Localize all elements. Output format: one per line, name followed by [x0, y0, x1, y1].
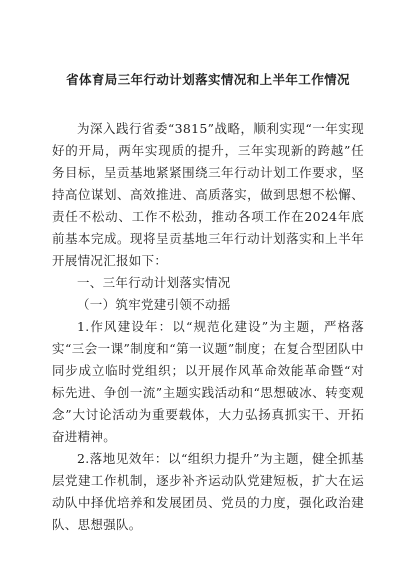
subsection-heading: （一）筑牢党建引领不动摇: [77, 297, 231, 312]
list-item-1: 1.作风建设年：以“规范化建设”为主题，严格落实“三会一课”制度和“第一议题”制度；在复合型团队中同步成立临时党组织；以开展作风革命效能革命暨“对标先进、争创一流”主题实践活动和“思想破冰、转变观念”大讨论活动为重要载体，大力弘扬真抓实干、开拓奋进精神。: [52, 319, 364, 444]
intro-paragraph: 为深入践行省委“3815”战略，顺利实现“一年实现好的开局，两年实现质的提升，三年实现新的跨越”任务目标，呈贡基地紧紧围绕三年行动计划工作要求，坚持高位谋划、高效推进、高质落实，做到思想不松懈、责任不松动、工作不松劲，推动各项工作在2024年底前基本完成。现将呈贡基地三年行动计划落实和上半年开展情况汇报如下：: [52, 121, 364, 268]
list-item-2: 2.落地见效年：以“组织力提升”为主题，健全抓基层党建工作机制，逐步补齐运动队党建短板，扩大在运动队中择优培养和发展团员、党员的力度，强化政治建队、思想强队。: [52, 451, 364, 532]
document-title: 省体育局三年行动计划落实情况和上半年工作情况: [66, 72, 350, 87]
section-heading: 一、三年行动计划落实情况: [77, 275, 231, 290]
